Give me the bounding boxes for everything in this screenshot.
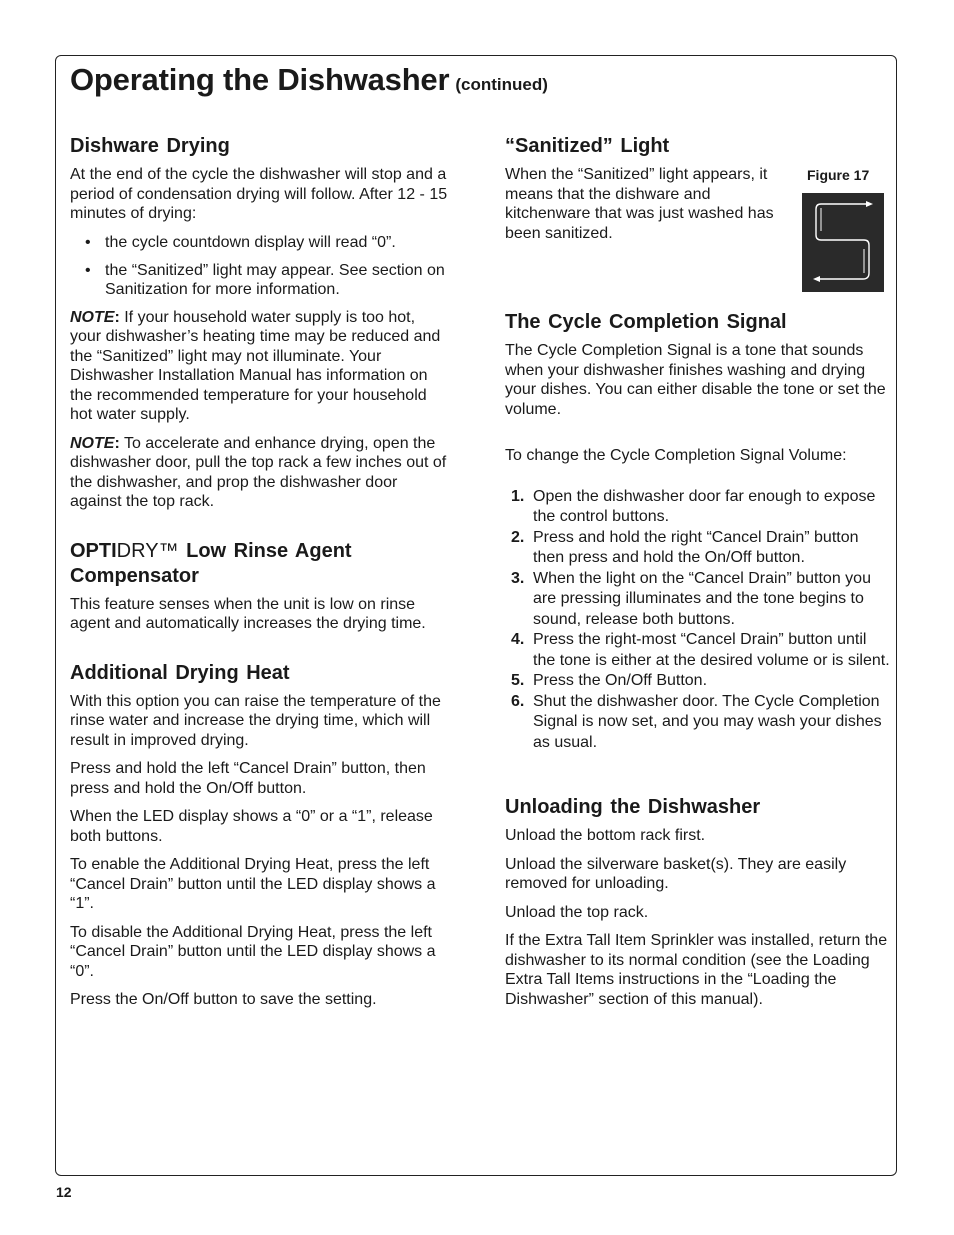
paragraph: Press and hold the left “Cancel Drain” button, then press and hold the On/Off button.	[70, 760, 426, 797]
step-item	[505, 692, 890, 754]
step-text: Press the right-most “Cancel Drain” button until the tone is either at the desired volume or is silent.	[533, 631, 890, 669]
step-item	[505, 569, 890, 631]
step-text: When the light on the “Cancel Drain” button you are pressing illuminates and the tone begins to sound, release both buttons.	[533, 569, 871, 628]
bullet-item: • the cycle countdown display will read “0”.	[105, 233, 450, 252]
step-text: Press the On/Off Button.	[533, 672, 708, 689]
note-text: To accelerate and enhance drying, open the dishwasher door, pull the top rack a few inches out of the dishwasher, and prop the dishwasher door against the top rack.	[70, 434, 447, 510]
additional-drying-heat-section	[70, 661, 450, 1010]
step-number: 4.	[511, 631, 525, 648]
sanitized-light-text: When the “Sanitized” light appears, it means that the dishware and kitchenware that was just washed has been sanitized.	[505, 166, 774, 242]
note-label: NOTE	[70, 308, 115, 326]
step-text: Open the dishwasher door far enough to expose the control buttons.	[533, 487, 876, 525]
right-column	[505, 134, 890, 1018]
step-number: 6.	[511, 692, 525, 710]
cycle-completion-intro: The Cycle Completion Signal is a tone that sounds when your dishwasher finishes washing and drying your dishes. You can either disable the tone or set the volume.	[505, 342, 886, 418]
sanitized-light-section	[505, 134, 890, 243]
page-title	[70, 62, 548, 98]
cycle-completion-steps	[505, 487, 890, 754]
step-item	[505, 630, 890, 671]
step-number: 1.	[511, 487, 525, 505]
step-item	[505, 671, 890, 692]
note-text: If your household water supply is too hot, your dishwasher’s heating time may be reduced and the “Sanitized” light may not illuminate. Your Dishwasher Installation Manual has information on the recommended temperature for your household hot water supply.	[70, 308, 441, 423]
paragraph: To disable the Additional Drying Heat, press the left “Cancel Drain” button until the LED display shows a “0”.	[70, 923, 436, 980]
dishware-drying-section	[70, 134, 450, 512]
step-number: 3.	[511, 569, 525, 587]
paragraph: If the Extra Tall Item Sprinkler was installed, return the dishwasher to its normal condition (see the Loading Extra Tall Items instructions in the “Loading the Dishwasher” section of this manual).	[505, 932, 888, 1008]
dishware-drying-bullets	[70, 233, 450, 299]
left-column	[70, 134, 450, 1019]
paragraph: With this option you can raise the temperature of the rinse water and increase the drying time, which will result in improved drying.	[70, 692, 441, 749]
paragraph: When the LED display shows a “0” or a “1”, release both buttons.	[70, 808, 433, 845]
optidry-brand-light: DRY™	[116, 539, 179, 562]
sanitized-light-heading: “Sanitized” Light	[505, 135, 670, 157]
unloading-section	[505, 795, 890, 1009]
paragraph: Unload the bottom rack first.	[505, 827, 706, 844]
note-paragraph: NOTE: To accelerate and enhance drying, open the dishwasher door, pull the top rack a few inches out of the dishwasher, and prop the dishwasher door against the top rack.	[70, 434, 447, 510]
figure-label: Figure 17	[807, 167, 870, 183]
sanitized-cycle-figure	[802, 193, 884, 292]
paragraph: Unload the top rack.	[505, 903, 649, 921]
bullet-item: • the “Sanitized” light may appear. See section on Sanitization for more information.	[105, 261, 450, 299]
step-number: 2.	[511, 528, 525, 546]
step-number: 5.	[511, 672, 525, 689]
additional-drying-heat-heading: Additional Drying Heat	[70, 661, 290, 684]
page-subtitle: (continued)	[455, 75, 548, 94]
step-item	[505, 528, 890, 569]
paragraph: Press the On/Off button to save the setting.	[70, 991, 377, 1008]
optidry-section	[70, 539, 450, 634]
paragraph: To enable the Additional Drying Heat, press the left “Cancel Drain” button until the LED display shows a “1”.	[70, 856, 436, 912]
step-text: Shut the dishwasher door. The Cycle Completion Signal is now set, and you may wash your dishes as usual.	[533, 692, 882, 751]
page-title-text: Operating the Dishwasher	[70, 62, 450, 97]
optidry-heading-rest: Low Rinse Agent Compensator	[70, 539, 352, 587]
optidry-brand-bold: OPTI	[70, 539, 117, 562]
paragraph: Unload the silverware basket(s). They are easily removed for unloading.	[505, 855, 847, 892]
step-item	[505, 487, 890, 528]
dishware-drying-intro: At the end of the cycle the dishwasher will stop and a period of condensation drying will follow. After 12 - 15 minutes of drying:	[70, 166, 448, 222]
step-text: Press and hold the right “Cancel Drain” button then press and hold the On/Off button.	[533, 528, 859, 566]
note-label: NOTE	[70, 434, 115, 452]
page-number: 12	[56, 1184, 72, 1200]
s-arrow-icon	[802, 193, 884, 292]
cycle-completion-change-intro: To change the Cycle Completion Signal Volume:	[505, 447, 847, 464]
optidry-text: This feature senses when the unit is low on rinse agent and automatically increases the drying time.	[70, 595, 426, 632]
dishware-drying-heading: Dishware Drying	[70, 135, 230, 157]
cycle-completion-section	[505, 310, 890, 753]
cycle-completion-heading: The Cycle Completion Signal	[505, 311, 787, 333]
unloading-heading: Unloading the Dishwasher	[505, 796, 761, 818]
optidry-heading	[70, 539, 450, 589]
note-paragraph: NOTE: If your household water supply is too hot, your dishwasher’s heating time may be reduced and the “Sanitized” light may not illuminate. Your Dishwasher Installation Manual has information on the recommended temperature for your household hot water supply.	[70, 308, 441, 423]
